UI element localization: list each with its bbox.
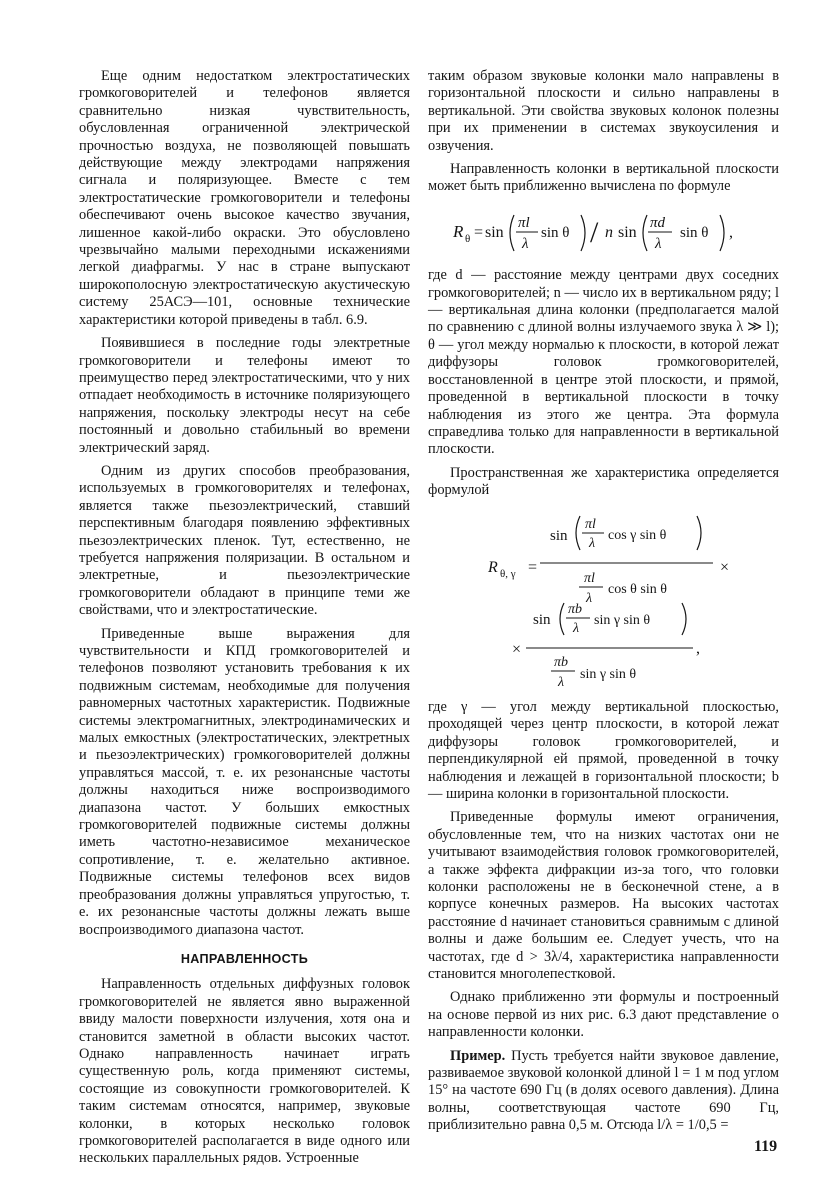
f2-paren-close [697,516,701,550]
f1-sin-theta: sin θ [541,224,570,241]
f2-den2-lambda: λ [558,674,565,690]
f2-num-lambda: λ [589,535,596,551]
left-column [79,68,410,1174]
f1-n: n [605,223,613,241]
f2-den2-pib: πb [554,654,569,670]
f2-comma: , [696,639,700,657]
paragraph: Пространственная же характеристика определяется формулой [428,464,779,499]
paragraph: Приведенные формулы имеют ограничения, обусловленные тем, что на низких частотах они не учитывают взаимодействия головок громкоговорителей, а также эффекта дифракции из-за того, что головки колонки расположены не в бесконечной стене, а в корпусе конечных размеров. На высоких частотах расстояние d начинает становиться сравнимым с длиной волны и даже большим ее. Следует учесть, что на частотах, где d > 3λ/4, характеристика направленности становится многолепестковой. [428,809,779,983]
f2-den2-trig: sin γ sin θ [580,666,637,682]
f1-comma: , [729,223,733,241]
f2-num2-trig: sin γ sin θ [594,612,651,628]
f1-sin2: sin [618,223,637,241]
f1-lhs: R [453,221,464,241]
f1-den: λ [522,235,529,252]
paragraph: Приведенные выше выражения для чувствительности и КПД громкоговорителей и телефонов позволяют установить требования к их подвижным системам, необходимые для получения равномерных частотных характеристик. Подвижные системы электромагнитных, электродинамических и малых емкостных (электростатических, электретных и пьезоэлектрических) громкоговорителей должны управляться массой, т. е. их резонансные частоты должны находиться ниже воспроизводимого диапазона частот. У больших емкостных громкоговорителей подвижные системы должны иметь частотно-независимое механическое сопротивление, т. е. желательно активное. Подвижные системы телефонов всех видов преобразования должны управляться упругостью, т. е. их резонансные частоты должны лежать выше воспроизводимого диапазона частот. [79,625,410,938]
paragraph: Появившиеся в последние годы электретные громкоговорители и телефоны имеют то преимущество перед электростатическими, что у них отпадает необходимость в источнике поляризующего напряжения, поскольку электроды несут на себе постоянный и довольно стабильный во времени электрический заряд. [79,335,410,456]
f2-eq: = [528,558,538,576]
formula-vertical-svg [428,202,779,262]
page-number: 119 [754,1138,778,1155]
paragraph: Однако приближенно эти формулы и построенный на основе первой из них рис. 6.3 дают представление о направленности колонки. [428,989,779,1041]
f2-den-pil: πl [584,570,595,586]
f2-num-pil: πl [585,516,596,532]
paragraph: где γ — угол между вертикальной плоскостью, проходящей через центр плоскости, в которой лежат диффузоры головок громкоговорителей, и перпендикулярной ей прямой, проведенной в точку наблюдения и лежащей в горизонтальной плоскости; b — ширина колонки в горизонтальной плоскости. [428,698,779,802]
f2-num-sin: sin [550,527,568,544]
f2-lhs-sub: θ, γ [500,567,516,580]
f2-den-trig: cos θ sin θ [608,581,667,597]
formula-spatial-directivity [428,506,779,699]
paragraph: Еще одним недостатком электростатических громкоговорителей и телефонов является сравнительно низкая чувствительность, обусловленная ограниченной электрической прочностью воздуха, не позволяющей повышать действующие между электродами напряжения сигнала и поляризующее. Вместе с тем электростатические громкоговорители и телефоны обеспечивают очень высокое качество звучания, лишенное какой-либо окраски. Это обусловлено чрезвычайно малыми переходными искажениями легкой диафрагмы. У нас в стране выпускают широкополосную электростатическую акустическую систему 25АСЭ—101, основные технические характеристики которой приведены в табл. 6.9. [79,68,410,328]
f1-paren-open [510,215,514,251]
f1-num: πl [518,214,530,231]
f1-sin: sin [485,223,504,241]
f1-lhs-sub: θ [465,232,471,245]
f2-times: × [720,558,730,576]
formula-spatial-svg [428,506,779,694]
formula-vertical-directivity [428,202,779,267]
right-column [428,68,779,1141]
example-paragraph [428,1048,779,1135]
f2-paren-open [576,516,580,550]
paragraph: Направленность колонки в вертикальной плоскости может быть приближенно вычислена по формуле [428,161,779,195]
f1-paren2-close [720,215,724,251]
section-heading: НАПРАВЛЕННОСТЬ [180,951,309,966]
example-label: Пример. [450,1047,506,1064]
f2-num-trig: cos γ sin θ [608,527,667,543]
f2-times2: × [512,640,522,658]
f1-sin-theta2: sin θ [680,224,709,241]
example-text: Пусть требуется найти звуковое давление, развиваемое звуковой колонкой длиной l = 1 м под углом 15° на частоте 690 Гц (в долях осевого давления). Длина волны, соответствующая частоте 690 Гц, приблизительно равна 0,5 м. Отсюда l/λ = 1/0,5 = [428,1047,779,1134]
f2-num2-lambda: λ [573,620,580,636]
f2-num2-pib: πb [568,601,583,617]
paragraph: Одним из других способов преобразования, используемых в громкоговорителях и телефонах, является также пьезоэлектрический, ставший перспективным благодаря появлению эффективных пьезоэлектрических пленок. Тут, естественно, не требуется напряжения поляризации. В остальном и электретные, и пьезоэлектрические громкоговорители обладают в принципе теми же свойствами, что и электростатические. [79,462,410,619]
f1-num2: πd [650,214,666,231]
f2-lhs: R [488,558,498,576]
f2-paren2-close [682,603,686,635]
f2-paren2-open [560,603,564,635]
f2-den-lambda: λ [586,590,593,606]
f1-slash: / [590,215,599,249]
f1-paren-close [581,215,585,251]
paragraph: таким образом звуковые колонки мало направлены в горизонтальной плоскости и сильно направлены в вертикальной. Эти свойства звуковых колонок полезны при их применении в системах звукоусиления и озвучения. [428,68,779,154]
f2-num2-sin: sin [533,611,551,628]
paragraph: Направленность отдельных диффузных головок громкоговорителей не является явно выраженной ввиду малости поверхности излучения, хотя она и становится заметной в области высоких частот. Однако направленность начинает играть существенную роль, когда применяют системы, состоящие из совокупности громкоговорителей. К таким системам относятся, например, звуковые колонки, в которых несколько головок громкоговорителей располагается в виде одного или нескольких параллельных рядов. Устроенные [79,976,410,1167]
f1-den2: λ [655,235,662,252]
f1-paren2-open [643,215,647,251]
f1-eq: = [474,223,484,241]
paragraph: где d — расстояние между центрами двух соседних громкоговорителей; n — число их в вертикальном ряду; l — вертикальная длина колонки (предполагается малой по сравнению с длиной волны излучаемого звука λ ≫ l); θ — угол между нормалью к плоскости, в которой лежат диффузоры головок громкоговорителей, восстановленной в центре этой плоскости, и прямой, проведенной в вертикальной плоскости в точку наблюдения из этого же центра. Эта формула справедлива только для направленности в вертикальной плоскости. [428,267,779,458]
